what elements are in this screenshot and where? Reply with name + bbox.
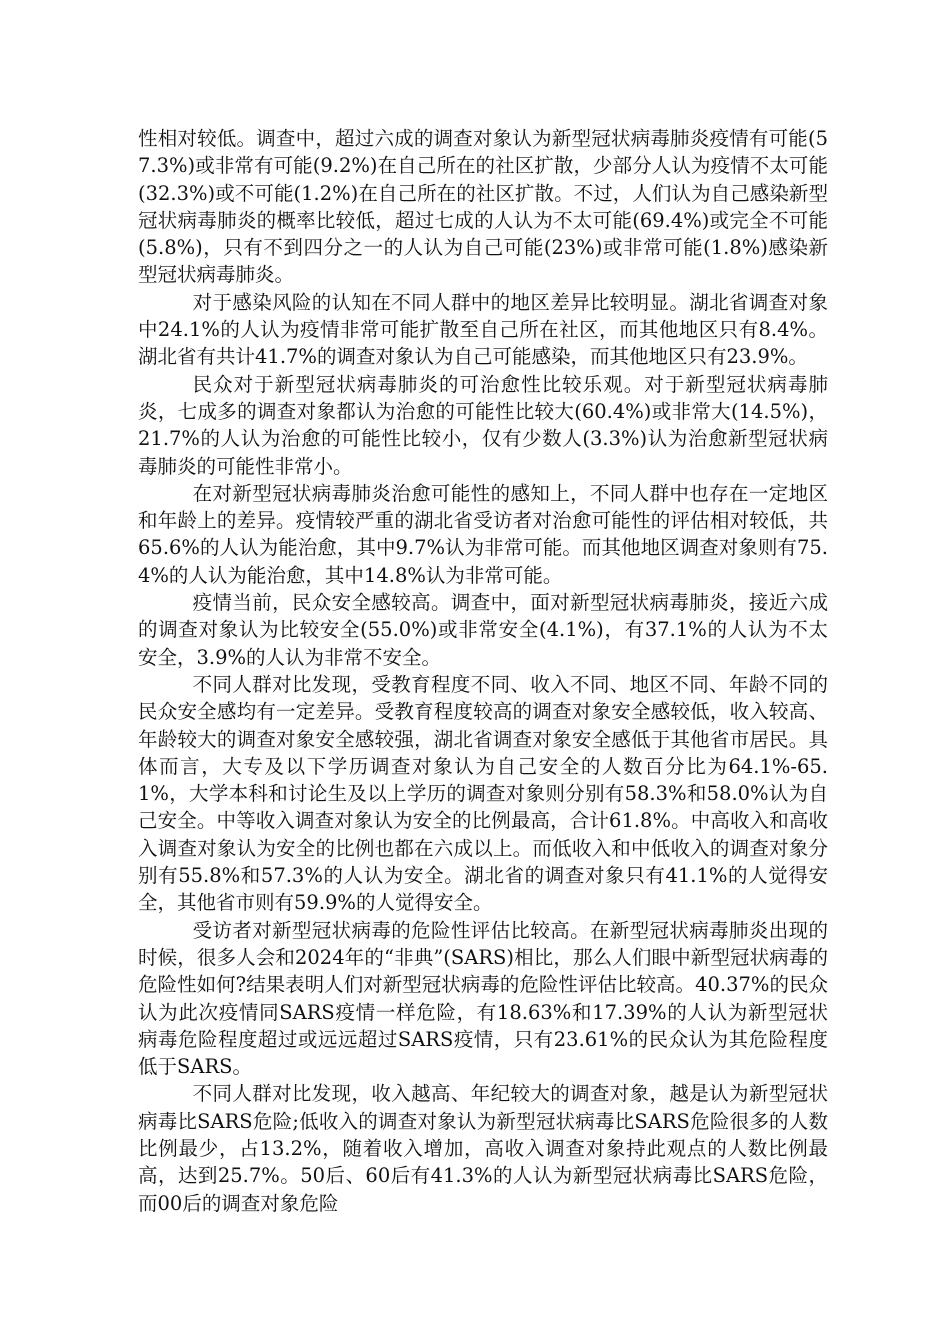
paragraph-3: 民众对于新型冠状病毒肺炎的可治愈性比较乐观。对于新型冠状病毒肺炎，七成多的调查对象都认为治愈的可能性比较大(60.4%)或非常大(14.5%)，21.7%的人认为治愈的可能性比较小，仅有少数人(3.3%)认为治愈新型冠状病毒肺炎的可能性非常小。 <box>138 372 828 478</box>
paragraph-1: 性相对较低。调查中，超过六成的调查对象认为新型冠状病毒肺炎疫情有可能(57.3%)或非常有可能(9.2%)在自己所在的社区扩散，少部分人认为疫情不太可能(32.3%)或不可能(1.2%)在自己所在的社区扩散。不过，人们认为自己感染新型冠状病毒肺炎的概率比较低，超过七成的人认为不太可能(69.4%)或完全不可能(5.8%)，只有不到四分之一的人认为自己可能(23%)或非常可能(1.8%)感染新型冠状病毒肺炎。 <box>138 127 828 287</box>
paragraph-8: 不同人群对比发现，收入越高、年纪较大的调查对象，越是认为新型冠状病毒比SARS危险;低收入的调查对象认为新型冠状病毒比SARS危险很多的人数比例最少，占13.2%，随着收入增加，高收入调查对象持此观点的人数比例最高，达到25.7%。50后、60后有41.3%的人认为新型冠状病毒比SARS危险，而00后的调查对象危险 <box>138 1082 828 1215</box>
paragraph-4: 在对新型冠状病毒肺炎治愈可能性的感知上，不同人群中也存在一定地区和年龄上的差异。疫情较严重的湖北省受访者对治愈可能性的评估相对较低，共65.6%的人认为能治愈，其中9.7%认为非常可能。而其他地区调查对象则有75.4%的人认为能治愈，其中14.8%认为非常可能。 <box>138 481 828 587</box>
paragraph-6: 不同人群对比发现，受教育程度不同、收入不同、地区不同、年龄不同的民众安全感均有一定差异。受教育程度较高的调查对象安全感较低，收入较高、年龄较大的调查对象安全感较强，湖北省调查对象安全感低于其他省市居民。具体而言，大专及以下学历调查对象认为自己安全的人数百分比为64.1%-65.1%，大学本科和讨论生及以上学历的调查对象则分别有58.3%和58.0%认为自己安全。中等收入调查对象认为安全的比例最高，合计61.8%。中高收入和高收入调查对象认为安全的比例也都在六成以上。而低收入和中低收入的调查对象分别有55.8%和57.3%的人认为安全。湖北省的调查对象只有41.1%的人觉得安全，其他省市则有59.9%的人觉得安全。 <box>138 672 828 915</box>
paragraph-5: 疫情当前，民众安全感较高。调查中，面对新型冠状病毒肺炎，接近六成的调查对象认为比较安全(55.0%)或非常安全(4.1%)，有37.1%的人认为不太安全，3.9%的人认为非常不安全。 <box>138 591 828 669</box>
paragraph-2: 对于感染风险的认知在不同人群中的地区差异比较明显。湖北省调查对象中24.1%的人认为疫情非常可能扩散至自己所在社区，而其他地区只有8.4%。湖北省有共计41.7%的调查对象认为自己可能感染，而其他地区只有23.9%。 <box>138 290 828 369</box>
paragraph-7: 受访者对新型冠状病毒的危险性评估比较高。在新型冠状病毒肺炎出现的时候，很多人会和2024年的“非典”(SARS)相比，那么人们眼中新型冠状病毒的危险性如何?结果表明人们对新型冠状病毒的危险性评估比较高。40.37%的民众认为此次疫情同SARS疫情一样危险，有18.63%和17.39%的人认为新型冠状病毒危险程度超过或远远超过SARS疫情，只有23.61%的民众认为其危险程度低于SARS。 <box>138 918 828 1079</box>
document-body <box>138 125 828 1217</box>
